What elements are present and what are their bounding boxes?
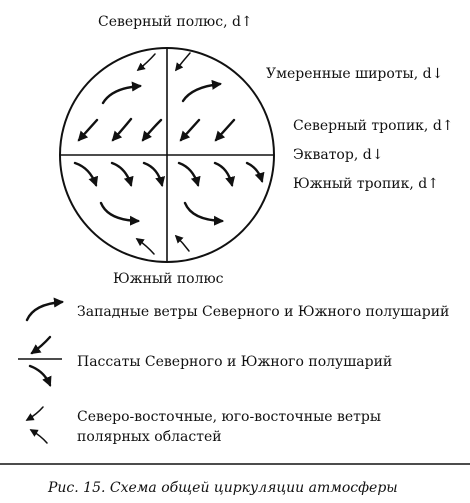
equator-label: Экватор, d↓ <box>293 147 384 163</box>
legend-westerlies-text: Западные ветры Северного и Южного полушарий <box>77 304 450 320</box>
trade-wind-arrow <box>247 163 262 181</box>
trade-wind-arrow <box>112 163 131 185</box>
legend-polar-text-1: Северо-восточные, юго-восточные ветры <box>77 409 382 425</box>
trade-wind-arrow <box>216 120 234 140</box>
south-tropic-label: Южный тропик, d↑ <box>293 176 439 192</box>
legend-trade-symbol-north <box>32 337 50 353</box>
legend-polar-symbol-north <box>27 407 43 420</box>
trade-wind-arrow <box>75 163 96 185</box>
trade-wind-arrow <box>144 163 162 185</box>
trade-wind-arrow <box>143 120 161 140</box>
legend-trade-symbol-south <box>30 366 50 385</box>
south-pole-label: Южный полюс <box>113 271 224 287</box>
trade-wind-arrow <box>79 120 97 140</box>
north-tropic-label: Северный тропик, d↑ <box>293 118 454 134</box>
westerly-wind-arrow <box>101 203 138 221</box>
legend-polar-text-2: полярных областей <box>77 429 222 445</box>
trade-wind-arrow <box>179 163 198 185</box>
trade-wind-arrow <box>181 120 199 140</box>
temperate-latitudes-label: Умеренные широты, d↓ <box>266 66 444 82</box>
legend-trades-text: Пассаты Северного и Южного полушарий <box>77 354 393 370</box>
polar-wind-arrow <box>176 53 190 70</box>
trade-wind-arrow <box>113 119 131 140</box>
legend-westerly-symbol <box>27 302 62 320</box>
westerly-wind-arrow <box>183 84 220 101</box>
polar-wind-arrow <box>176 236 189 251</box>
trade-wind-arrow <box>215 163 232 185</box>
westerly-wind-arrow <box>103 86 140 103</box>
legend-polar-symbol-south <box>31 430 47 443</box>
westerly-wind-arrow <box>185 203 222 221</box>
north-pole-label: Северный полюс, d↑ <box>98 14 253 30</box>
polar-wind-arrow <box>137 239 154 254</box>
polar-wind-arrow <box>138 54 155 70</box>
figure-caption: Рис. 15. Схема общей циркуляции атмосферы <box>48 480 398 496</box>
